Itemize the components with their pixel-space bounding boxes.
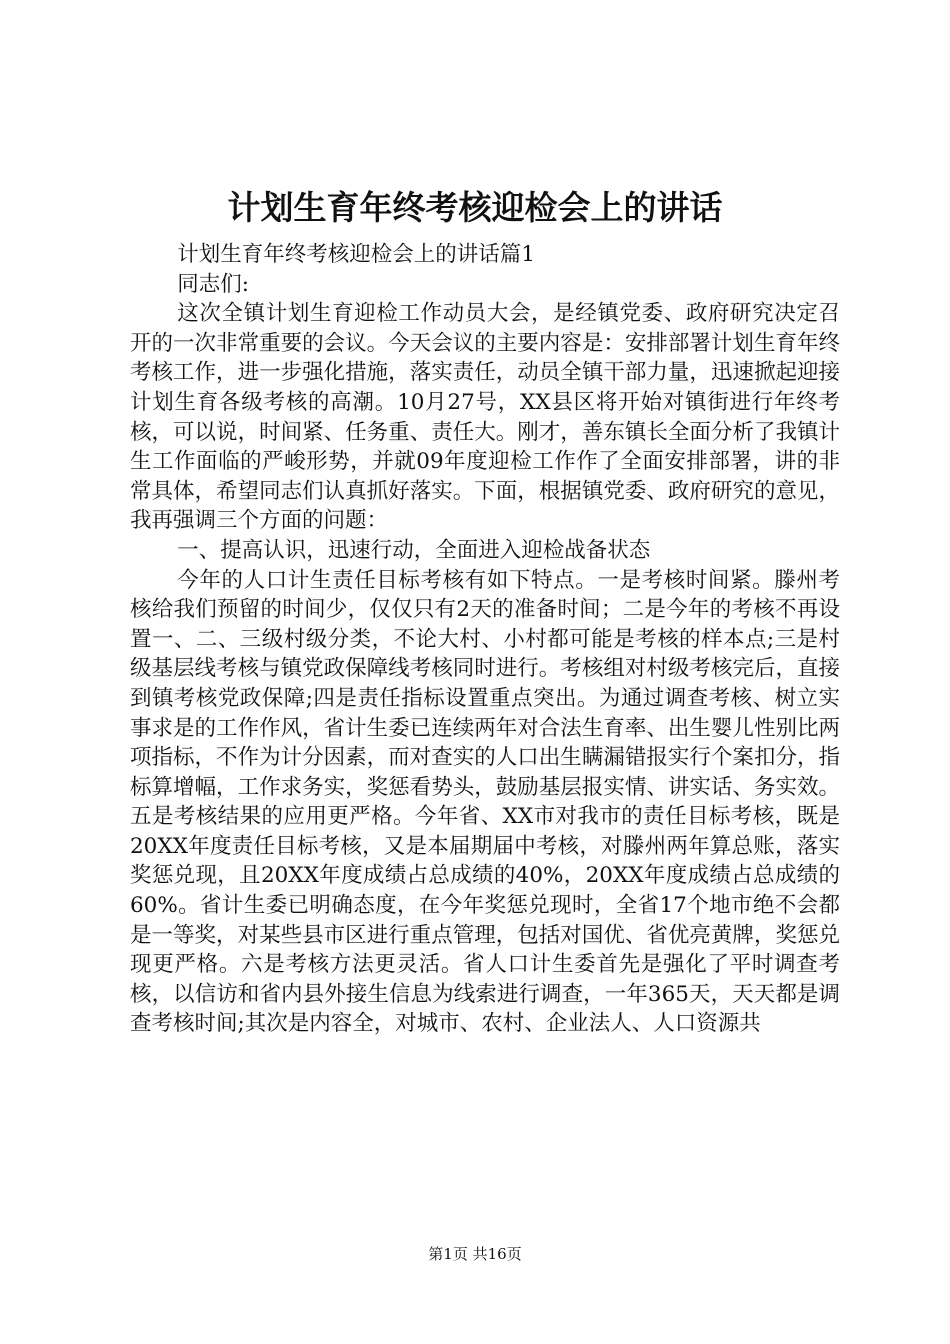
page-footer: 第1页 共16页 <box>428 1245 522 1263</box>
section-heading: 计划生育年终考核迎检会上的讲话篇1 <box>177 242 535 267</box>
document-body <box>130 240 840 1039</box>
document-title: 计划生育年终考核迎检会上的讲话 <box>227 188 723 227</box>
subsection-heading: 一、提高认识，迅速行动，全面进入迎检战备状态 <box>177 537 651 563</box>
body-paragraph: 这次全镇计划生育迎检工作动员大会，是经镇党委、政府研究决定召开的一次非常重要的会议。今天会议的主要内容是：安排部署计划生育年终考核工作，进一步强化措施，落实责任，动员全镇干部力量，迅速掀起迎接计划生育各级考核的高潮。10月27号，XX县区将开始对镇街进行年终考核，可以说，时间紧、任务重、责任大。刚才，善东镇长全面分析了我镇计生工作面临的严峻形势，并就09年度迎检工作作了全面安排部署，讲的非常具体，希望同志们认真抓好落实。下面，根据镇党委、政府研究的意见，我再强调三个方面的问题： <box>130 301 840 534</box>
salutation: 同志们: <box>177 271 250 297</box>
body-paragraph: 今年的人口计生责任目标考核有如下特点。一是考核时间紧。滕州考核给我们预留的时间少，仅仅只有2天的准备时间；二是今年的考核不再设置一、二、三级村级分类，不论大村、小村都可能是考核的样本点;三是村级基层线考核与镇党政保障线考核同时进行。考核组对村级考核完后，直接到镇考核党政保障;四是责任指标设置重点突出。为通过调查考核、树立实事求是的工作作风，省计生委已连续两年对合法生育率、出生婴儿性别比两项指标，不作为计分因素，而对查实的人口出生瞒漏错报实行个案扣分，指标算增幅，工作求务实，奖惩看势头，鼓励基层报实情、讲实话、务实效。五是考核结果的应用更严格。今年省、XX市对我市的责任目标考核，既是20XX年度责任目标考核，又是本届期届中考核，对滕州两年算总账，落实奖惩兑现，且20XX年度成绩占总成绩的40%，20XX年度成绩占总成绩的60%。省计生委已明确态度，在今年奖惩兑现时，全省17个地市绝不会都是一等奖，对某些县市区进行重点管理，包括对国优、省优亮黄牌，奖惩兑现更严格。六是考核方法更灵活。省人口计生委首先是强化了平时调查考核，以信访和省内县外接生信息为线索进行调查，一年365天，天天都是调查考核时间;其次是内容全，对城市、农村、企业法人、人口资源共 <box>130 567 840 1037</box>
